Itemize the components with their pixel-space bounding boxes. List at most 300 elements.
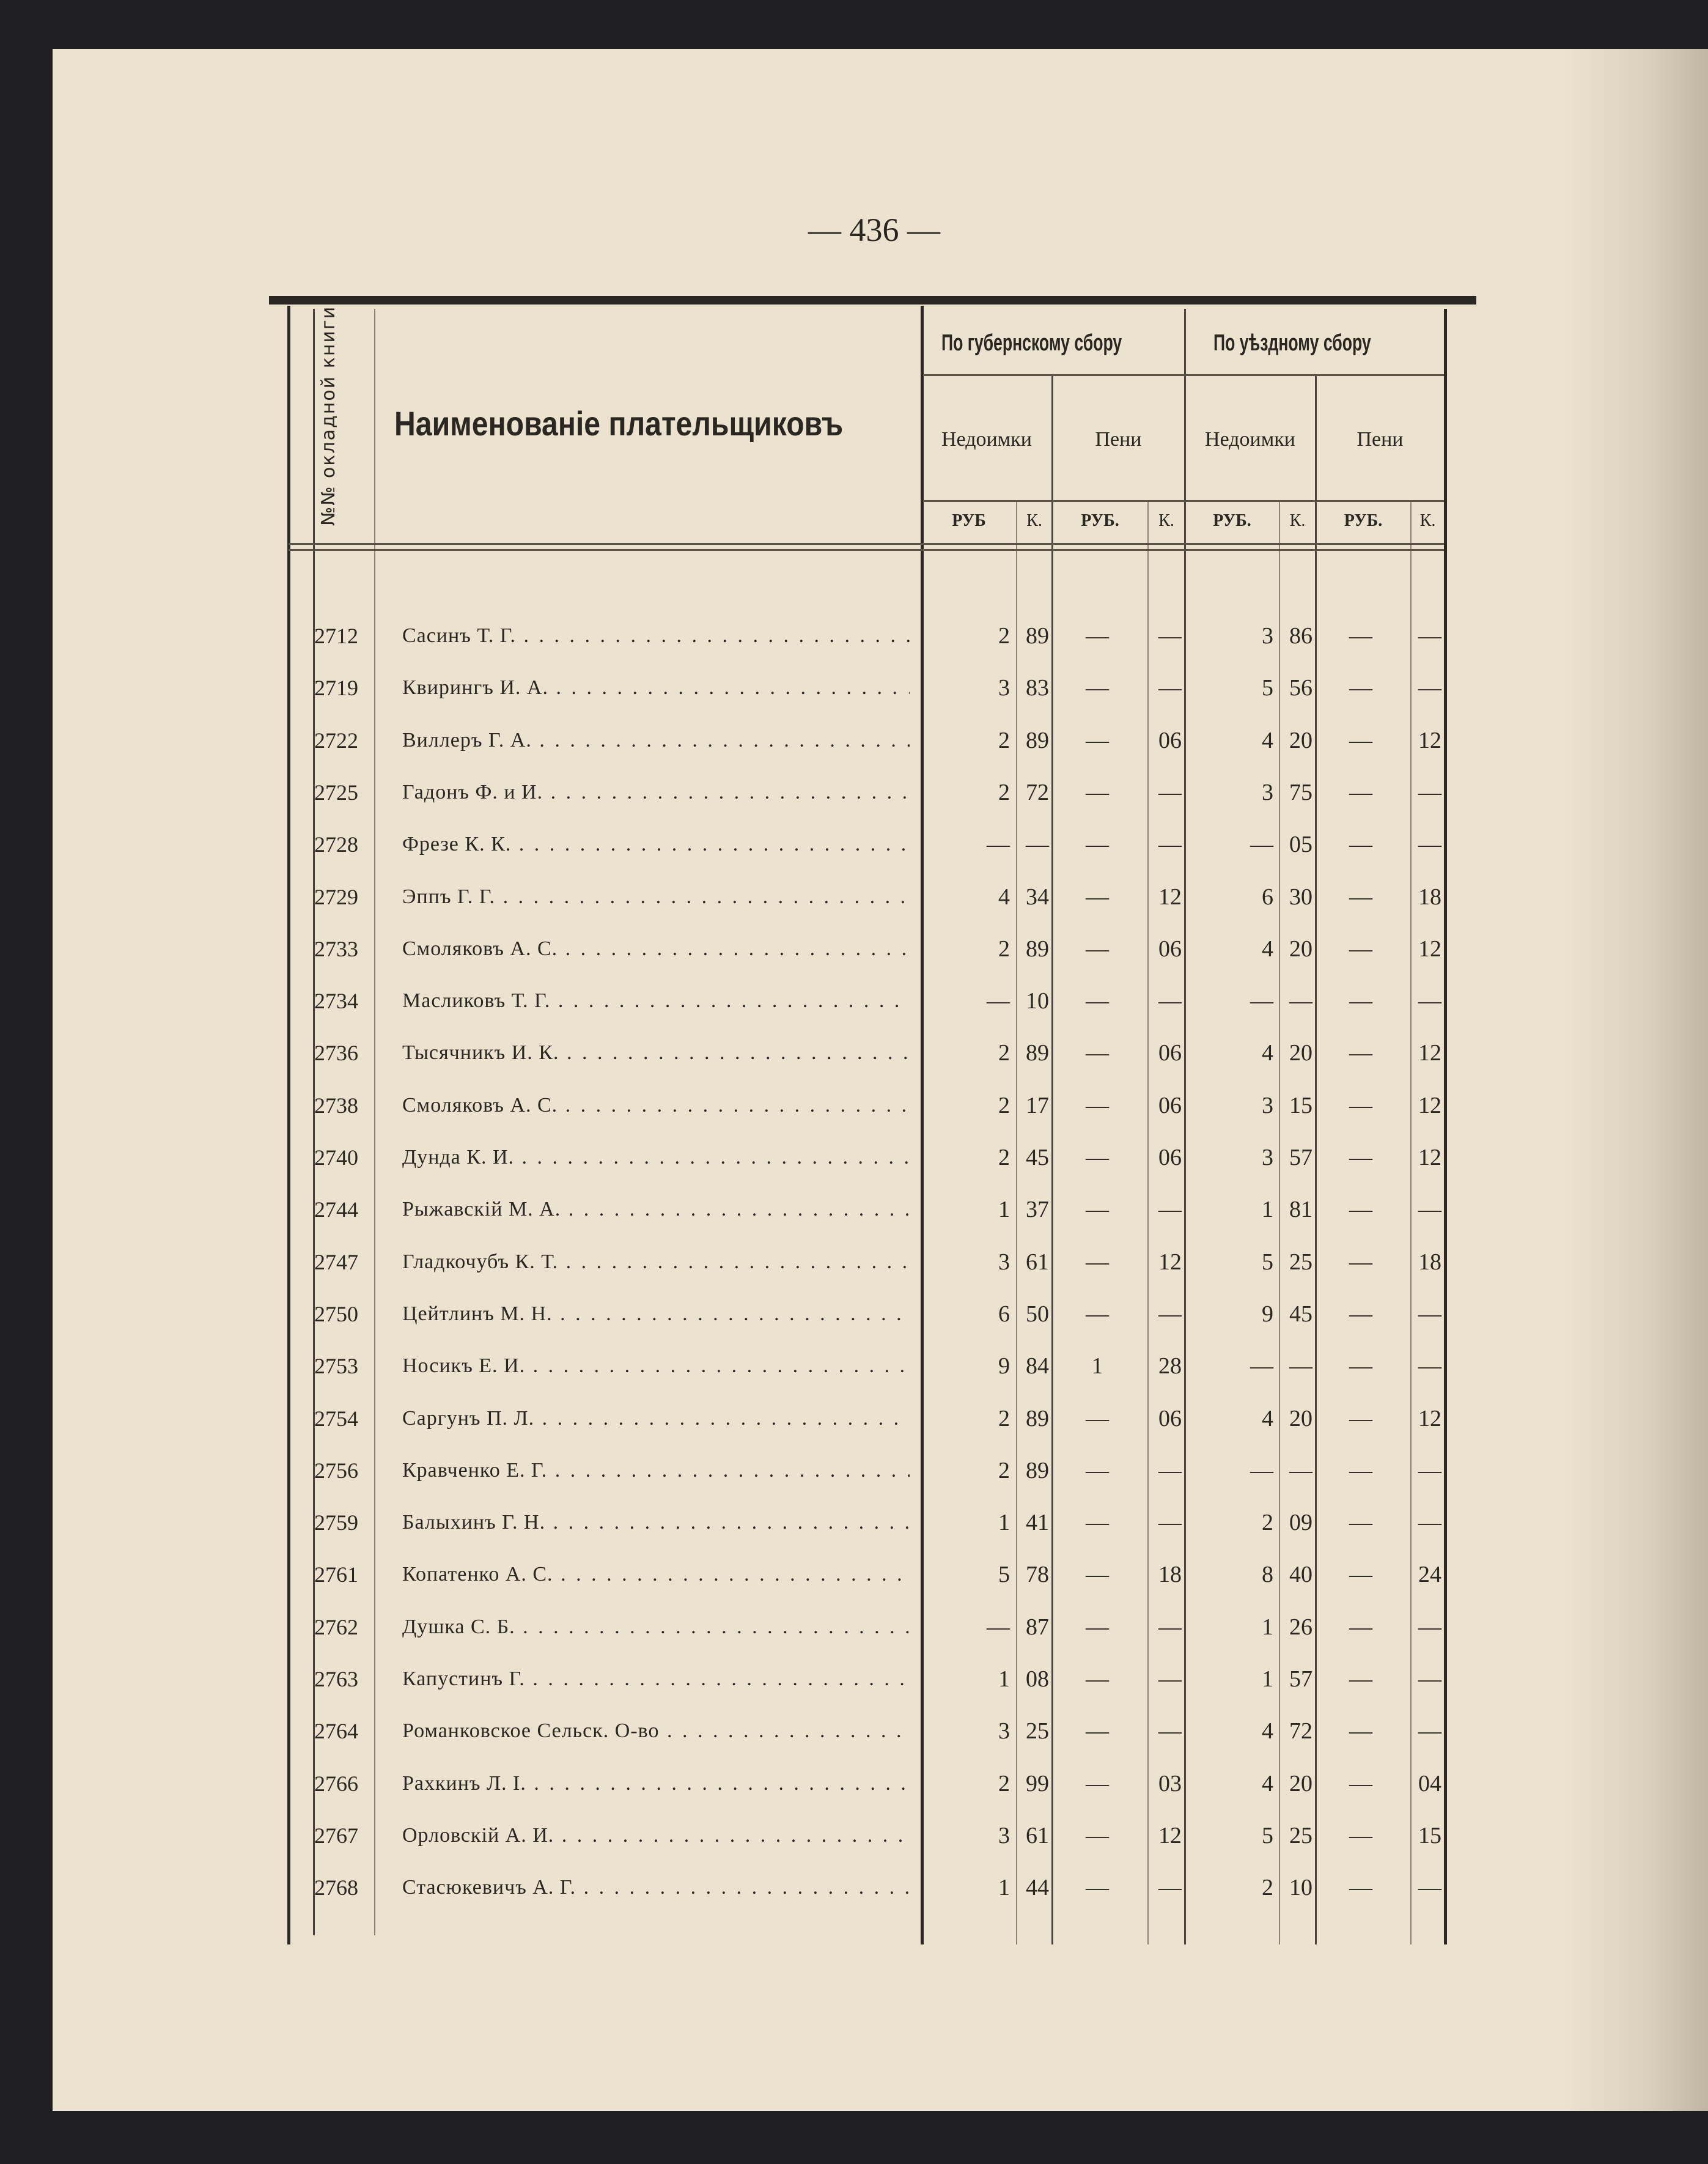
uezd-nedoimki-kop: 20	[1289, 727, 1312, 753]
book-number: 2747	[314, 1249, 358, 1274]
book-number: 2729	[314, 884, 358, 909]
gub-peni-rub: —	[1086, 988, 1109, 1014]
gub-nedoimki-kop: 25	[1026, 1718, 1049, 1745]
payer-name-text: Рахкинъ Л. І.	[402, 1771, 526, 1795]
gub-peni-rub: —	[1086, 936, 1109, 962]
uezd-nedoimki-kop: 75	[1289, 779, 1312, 805]
gub-nedoimki-rub: 1	[998, 1666, 1010, 1692]
payer-name	[402, 1661, 910, 1697]
gub-peni-kop: 06	[1158, 1040, 1182, 1066]
uezd-peni-kop: 04	[1418, 1770, 1441, 1797]
gub-peni-kop: —	[1158, 1614, 1182, 1640]
page-number: — 436 —	[808, 212, 940, 248]
gub-nedoimki-kop: 34	[1026, 884, 1049, 910]
gub-peni-kop: —	[1158, 988, 1182, 1014]
uezd-peni-kop: —	[1418, 1457, 1441, 1483]
uezd-peni-kop: 18	[1418, 1249, 1441, 1275]
gub-nedoimki-rub: 4	[998, 884, 1010, 910]
gub-nedoimki-kop: 89	[1026, 1405, 1049, 1431]
gub-nedoimki-rub: 2	[998, 936, 1010, 962]
gub-peni-rub: —	[1086, 779, 1109, 805]
gub-peni-kop: 06	[1158, 936, 1182, 962]
gub-nedoimki-kop: 17	[1026, 1092, 1049, 1118]
book-number: 2763	[314, 1667, 358, 1691]
uezd-peni-rub: —	[1349, 1614, 1372, 1640]
gub-ned-rub-header: РУБ	[952, 511, 986, 530]
uezd-peni-kop: —	[1418, 1666, 1441, 1692]
col-divider	[921, 306, 924, 1944]
gub-nedoimki-rub: 1	[998, 1510, 1010, 1536]
payer-name-text: Смоляковъ А. С.	[402, 1093, 558, 1117]
uezd-peni-kop: 15	[1418, 1822, 1441, 1848]
payer-name	[402, 722, 910, 759]
payer-name	[402, 1765, 910, 1802]
uezd-ned-kop-header: К.	[1289, 511, 1306, 530]
gub-nedoimki-kop: —	[1026, 832, 1049, 858]
gub-nedoimki-kop: 37	[1026, 1197, 1049, 1223]
book-number: 2756	[314, 1458, 358, 1483]
uezd-nedoimki-kop: 10	[1289, 1875, 1312, 1901]
uezd-peni-rub: —	[1349, 1875, 1372, 1901]
uezd-pen-rub-header: РУБ.	[1344, 511, 1383, 530]
uezd-nedoimki-rub: 3	[1262, 623, 1273, 649]
gub-nedoimki-rub: 6	[998, 1301, 1010, 1327]
book-number: 2722	[314, 728, 358, 753]
book-number: 2719	[314, 676, 358, 701]
uezd-nedoimki-kop: —	[1289, 1353, 1312, 1379]
gub-peni-rub: 1	[1091, 1353, 1103, 1379]
uezd-nedoimki-rub: 2	[1262, 1510, 1273, 1536]
gub-nedoimki-kop: 89	[1026, 727, 1049, 753]
uezd-nedoimki-kop: 05	[1289, 832, 1312, 858]
gub-nedoimki-rub: —	[987, 1614, 1010, 1640]
gub-nedoimki-rub: 2	[998, 1405, 1010, 1431]
payer-name-text: Романковское Сельск. О-во	[402, 1719, 660, 1743]
payer-name	[402, 1556, 910, 1593]
book-number: 2764	[314, 1719, 358, 1744]
uezd-peni-rub: —	[1349, 1353, 1372, 1379]
gub-peni-rub: —	[1086, 1301, 1109, 1327]
uezd-nedoimki-kop: 57	[1289, 1666, 1312, 1692]
gub-peni-kop: 06	[1158, 1092, 1182, 1118]
book-number: 2761	[314, 1562, 358, 1587]
gub-peni-kop: —	[1158, 1666, 1182, 1692]
uezd-nedoimki-rub: 3	[1262, 1145, 1273, 1170]
payer-name-text: Виллеръ Г. А.	[402, 728, 532, 751]
uezd-peni-header: Пени	[1356, 428, 1404, 451]
gub-pen-kop-header: К.	[1158, 511, 1174, 530]
payer-name	[402, 931, 910, 967]
uezd-peni-kop: 12	[1418, 1405, 1441, 1431]
uezd-peni-rub: —	[1349, 1040, 1372, 1066]
uezd-nedoimki-header: Недоимки	[1205, 428, 1295, 451]
uezd-nedoimki-kop: 57	[1289, 1145, 1312, 1170]
payer-name-text: Стасюкевичъ А. Г.	[402, 1876, 576, 1899]
gub-peni-kop: 06	[1158, 1405, 1182, 1431]
uezd-peni-rub: —	[1349, 675, 1372, 701]
uezd-nedoimki-rub: 6	[1262, 884, 1273, 910]
uezd-peni-kop: —	[1418, 779, 1441, 805]
uezd-peni-kop: —	[1418, 623, 1441, 649]
gub-nedoimki-kop: 99	[1026, 1770, 1049, 1797]
gub-nedoimki-kop: 44	[1026, 1875, 1049, 1901]
gub-peni-rub: —	[1086, 1510, 1109, 1536]
uezd-nedoimki-rub: 5	[1262, 1822, 1273, 1848]
gub-peni-kop: —	[1158, 1510, 1182, 1536]
payer-name-text: Носикъ Е. И.	[402, 1354, 526, 1378]
uezd-peni-kop: —	[1418, 1197, 1441, 1223]
uezd-nedoimki-kop: 56	[1289, 675, 1312, 701]
uezd-peni-rub: —	[1349, 832, 1372, 858]
uezd-nedoimki-rub: —	[1250, 1457, 1273, 1483]
payer-name-text: Цейтлинъ М. Н.	[402, 1302, 553, 1325]
gub-peni-rub: —	[1086, 675, 1109, 701]
gub-peni-rub: —	[1086, 1562, 1109, 1588]
gub-peni-rub: —	[1086, 727, 1109, 753]
uezd-peni-kop: 12	[1418, 727, 1441, 753]
uezd-nedoimki-rub: 4	[1262, 936, 1273, 962]
uezd-ned-rub-header: РУБ.	[1213, 511, 1251, 530]
gub-nedoimki-kop: 50	[1026, 1301, 1049, 1327]
gub-nedoimki-rub: 2	[998, 1145, 1010, 1170]
gub-nedoimki-kop: 89	[1026, 936, 1049, 962]
book-number: 2762	[314, 1614, 358, 1639]
uezd-nedoimki-rub: 4	[1262, 1770, 1273, 1797]
uezd-nedoimki-rub: —	[1250, 832, 1273, 858]
payer-name	[402, 670, 910, 706]
book-number: 2712	[314, 624, 358, 648]
gub-nedoimki-kop: 87	[1026, 1614, 1049, 1640]
book-number: 2733	[314, 936, 358, 961]
uezd-peni-rub: —	[1349, 1145, 1372, 1170]
uezd-peni-rub: —	[1349, 1718, 1372, 1745]
gub-peni-kop: 12	[1158, 1822, 1182, 1848]
payer-name	[402, 774, 910, 811]
payer-name-text: Смоляковъ А. С.	[402, 937, 558, 960]
uezd-nedoimki-rub: 3	[1262, 1092, 1273, 1118]
uezd-peni-rub: —	[1349, 1770, 1372, 1797]
uezd-peni-kop: —	[1418, 1353, 1441, 1379]
payer-name	[402, 1348, 910, 1384]
uezd-nedoimki-kop: 26	[1289, 1614, 1312, 1640]
table-left-border	[287, 306, 290, 1944]
gub-nedoimki-rub: 2	[998, 1770, 1010, 1797]
uezd-peni-rub: —	[1349, 988, 1372, 1014]
uezd-nedoimki-kop: 30	[1289, 884, 1312, 910]
gub-nedoimki-rub: —	[987, 988, 1010, 1014]
book-number: 2736	[314, 1041, 358, 1066]
gub-peni-kop: —	[1158, 675, 1182, 701]
gub-nedoimki-kop: 89	[1026, 1040, 1049, 1066]
uezd-peni-rub: —	[1349, 623, 1372, 649]
payer-name	[402, 879, 910, 915]
gub-nedoimki-kop: 72	[1026, 779, 1049, 805]
uezd-nedoimki-kop: 40	[1289, 1562, 1312, 1588]
uezd-peni-rub: —	[1349, 1197, 1372, 1223]
gub-nedoimki-kop: 84	[1026, 1353, 1049, 1379]
uezd-peni-kop: 12	[1418, 1040, 1441, 1066]
header-bottom-rule	[289, 543, 1444, 545]
gub-peni-rub: —	[1086, 1197, 1109, 1223]
gub-nedoimki-kop: 89	[1026, 1457, 1049, 1483]
payer-name-text: Эппъ Г. Г.	[402, 885, 496, 908]
payer-name	[402, 1400, 910, 1437]
payer-name-text: Сасинъ Т. Г.	[402, 624, 517, 647]
gub-nedoimki-kop: 10	[1026, 988, 1049, 1014]
payer-name-text: Орловскій А. И.	[402, 1823, 554, 1847]
gub-peni-kop: 03	[1158, 1770, 1182, 1797]
book-number: 2725	[314, 780, 358, 805]
uezd-nedoimki-rub: 4	[1262, 1718, 1273, 1745]
book-number: 2728	[314, 832, 358, 857]
book-number: 2759	[314, 1510, 358, 1535]
gub-nedoimki-rub: 2	[998, 623, 1010, 649]
gub-peni-rub: —	[1086, 1249, 1109, 1275]
col-divider	[1184, 309, 1186, 1944]
gub-peni-rub: —	[1086, 884, 1109, 910]
uezd-nedoimki-rub: 4	[1262, 727, 1273, 753]
uezd-peni-rub: —	[1349, 1405, 1372, 1431]
gub-peni-kop: —	[1158, 779, 1182, 805]
gub-nedoimki-rub: 9	[998, 1353, 1010, 1379]
uezd-peni-kop: —	[1418, 1718, 1441, 1745]
uezd-nedoimki-kop: 81	[1289, 1197, 1312, 1223]
uezd-nedoimki-kop: 72	[1289, 1718, 1312, 1745]
page-spine-shadow	[1565, 49, 1708, 2111]
uezd-peni-rub: —	[1349, 1249, 1372, 1275]
gub-nedoimki-rub: 2	[998, 1092, 1010, 1118]
payer-name	[402, 826, 910, 863]
gub-nedoimki-rub: 5	[998, 1562, 1010, 1588]
gub-nedoimki-rub: 1	[998, 1875, 1010, 1901]
gub-peni-rub: —	[1086, 832, 1109, 858]
gub-peni-header: Пени	[1095, 428, 1142, 451]
uezd-peni-kop: 12	[1418, 1092, 1441, 1118]
gub-peni-kop: —	[1158, 832, 1182, 858]
gub-group-header: По губернскому сбору	[941, 330, 1122, 356]
payer-name-text: Тысячникъ И. К.	[402, 1041, 559, 1065]
gub-peni-kop: —	[1158, 623, 1182, 649]
uezd-peni-rub: —	[1349, 1510, 1372, 1536]
gub-nedoimki-rub: —	[987, 832, 1010, 858]
top-rule	[269, 296, 1476, 305]
uezd-peni-rub: —	[1349, 1457, 1372, 1483]
col-divider	[374, 309, 375, 1935]
uezd-nedoimki-rub: —	[1250, 988, 1273, 1014]
payer-name-text: Гадонъ Ф. и И.	[402, 780, 543, 803]
uezd-nedoimki-rub: 3	[1262, 779, 1273, 805]
gub-nedoimki-rub: 2	[998, 727, 1010, 753]
uezd-peni-rub: —	[1349, 884, 1372, 910]
uezd-nedoimki-kop: 20	[1289, 1040, 1312, 1066]
gub-peni-kop: —	[1158, 1301, 1182, 1327]
payer-name	[402, 1035, 910, 1071]
uezd-nedoimki-kop: 15	[1289, 1092, 1312, 1118]
gub-nedoimki-rub: 3	[998, 1822, 1010, 1848]
book-number: 2768	[314, 1875, 358, 1900]
uezd-peni-kop: 12	[1418, 936, 1441, 962]
gub-nedoimki-kop: 61	[1026, 1822, 1049, 1848]
gub-nedoimki-rub: 2	[998, 779, 1010, 805]
uezd-peni-kop: —	[1418, 832, 1441, 858]
gub-nedoimki-kop: 89	[1026, 623, 1049, 649]
uezd-nedoimki-kop: 45	[1289, 1301, 1312, 1327]
payer-name	[402, 1869, 910, 1906]
uezd-peni-kop: 12	[1418, 1145, 1441, 1170]
header-bottom-rule	[289, 549, 1444, 551]
uezd-nedoimki-rub: 4	[1262, 1040, 1273, 1066]
gub-peni-rub: —	[1086, 623, 1109, 649]
gub-nedoimki-kop: 08	[1026, 1666, 1049, 1692]
gub-peni-rub: —	[1086, 1718, 1109, 1745]
payer-name	[402, 1191, 910, 1228]
book-number: 2766	[314, 1771, 358, 1796]
payer-name	[402, 1504, 910, 1541]
uezd-peni-rub: —	[1349, 1822, 1372, 1848]
uezd-peni-rub: —	[1349, 727, 1372, 753]
payer-name	[402, 1713, 910, 1749]
book-number: 2734	[314, 989, 358, 1014]
gub-peni-rub: —	[1086, 1040, 1109, 1066]
book-number: 2738	[314, 1093, 358, 1118]
gub-ned-kop-header: К.	[1026, 511, 1042, 530]
payer-name-text: Фрезе К. К.	[402, 833, 512, 856]
payer-name-text: Квирингъ И. А.	[402, 676, 548, 700]
gub-pen-rub-header: РУБ.	[1081, 511, 1119, 530]
header-rule	[923, 500, 1444, 502]
uezd-peni-kop: 24	[1418, 1562, 1441, 1588]
payer-name-text: Дунда К. И.	[402, 1146, 515, 1169]
gub-nedoimki-kop: 41	[1026, 1510, 1049, 1536]
uezd-peni-kop: —	[1418, 1875, 1441, 1901]
gub-peni-kop: 18	[1158, 1562, 1182, 1588]
gub-nedoimki-kop: 83	[1026, 675, 1049, 701]
payer-name-text: Саргунъ П. Л.	[402, 1406, 535, 1430]
gub-nedoimki-rub: 3	[998, 1718, 1010, 1745]
gub-peni-kop: —	[1158, 1197, 1182, 1223]
gub-peni-kop: —	[1158, 1718, 1182, 1745]
payer-name-text: Душка С. Б.	[402, 1615, 515, 1638]
payer-name-text: Гладкочубъ К. Т.	[402, 1250, 559, 1273]
gub-nedoimki-rub: 3	[998, 1249, 1010, 1275]
uezd-nedoimki-kop: —	[1289, 988, 1312, 1014]
book-number: 2744	[314, 1197, 358, 1222]
gub-peni-kop: —	[1158, 1457, 1182, 1483]
payer-name-header: Наименованіе плательщиковъ	[394, 404, 844, 443]
uezd-nedoimki-kop: —	[1289, 1457, 1312, 1483]
gub-peni-kop: 06	[1158, 1145, 1182, 1170]
gub-peni-rub: —	[1086, 1405, 1109, 1431]
uezd-peni-rub: —	[1349, 1092, 1372, 1118]
gub-peni-rub: —	[1086, 1145, 1109, 1170]
gub-nedoimki-rub: 2	[998, 1040, 1010, 1066]
payer-name	[402, 618, 910, 654]
gub-nedoimki-header: Недоимки	[941, 428, 1032, 451]
gub-nedoimki-rub: 2	[998, 1457, 1010, 1483]
payer-name-text: Масликовъ Т. Г.	[402, 989, 551, 1013]
gub-peni-rub: —	[1086, 1457, 1109, 1483]
gub-nedoimki-kop: 78	[1026, 1562, 1049, 1588]
uezd-peni-kop: —	[1418, 675, 1441, 701]
uezd-nedoimki-kop: 86	[1289, 623, 1312, 649]
payer-name	[402, 1609, 910, 1645]
uezd-peni-rub: —	[1349, 1666, 1372, 1692]
uezd-peni-rub: —	[1349, 1562, 1372, 1588]
gub-nedoimki-rub: 3	[998, 675, 1010, 701]
book-number: 2753	[314, 1354, 358, 1379]
payer-name	[402, 1452, 910, 1489]
header-rule	[923, 374, 1444, 376]
gub-nedoimki-kop: 45	[1026, 1145, 1049, 1170]
uezd-nedoimki-rub: 1	[1262, 1614, 1273, 1640]
payer-name	[402, 1817, 910, 1854]
gub-peni-rub: —	[1086, 1614, 1109, 1640]
payer-name	[402, 1244, 910, 1280]
book-number-header: №№ окладной книги	[318, 305, 339, 526]
gub-peni-rub: —	[1086, 1822, 1109, 1848]
uezd-pen-kop-header: К.	[1419, 511, 1436, 530]
book-number: 2740	[314, 1145, 358, 1170]
uezd-nedoimki-rub: 1	[1262, 1666, 1273, 1692]
gub-peni-kop: 12	[1158, 884, 1182, 910]
gub-peni-rub: —	[1086, 1875, 1109, 1901]
uezd-group-header: По уѣздному сбору	[1213, 330, 1371, 356]
uezd-nedoimki-rub: 2	[1262, 1875, 1273, 1901]
gub-peni-rub: —	[1086, 1666, 1109, 1692]
uezd-nedoimki-rub: 5	[1262, 675, 1273, 701]
gub-peni-rub: —	[1086, 1770, 1109, 1797]
uezd-nedoimki-kop: 25	[1289, 1249, 1312, 1275]
uezd-nedoimki-rub: 5	[1262, 1249, 1273, 1275]
gub-peni-kop: —	[1158, 1875, 1182, 1901]
uezd-nedoimki-kop: 20	[1289, 1770, 1312, 1797]
gub-peni-kop: 12	[1158, 1249, 1182, 1275]
payer-name	[402, 1296, 910, 1332]
uezd-nedoimki-kop: 09	[1289, 1510, 1312, 1536]
uezd-nedoimki-kop: 25	[1289, 1822, 1312, 1848]
uezd-nedoimki-rub: 9	[1262, 1301, 1273, 1327]
uezd-nedoimki-rub: 1	[1262, 1197, 1273, 1223]
uezd-peni-kop: 18	[1418, 884, 1441, 910]
gub-peni-kop: 28	[1158, 1353, 1182, 1379]
uezd-peni-kop: —	[1418, 1614, 1441, 1640]
payer-name	[402, 1139, 910, 1176]
payer-name-text: Балыхинъ Г. Н.	[402, 1511, 546, 1534]
gub-peni-kop: 06	[1158, 727, 1182, 753]
gub-nedoimki-kop: 61	[1026, 1249, 1049, 1275]
payer-name	[402, 1087, 910, 1124]
uezd-nedoimki-kop: 20	[1289, 936, 1312, 962]
uezd-peni-kop: —	[1418, 1510, 1441, 1536]
table-right-border	[1444, 309, 1447, 1944]
payer-name-text: Капустинъ Г.	[402, 1667, 525, 1690]
gub-peni-rub: —	[1086, 1092, 1109, 1118]
payer-name-text: Рыжавскій М. А.	[402, 1198, 561, 1221]
uezd-nedoimki-rub: 4	[1262, 1405, 1273, 1431]
book-number: 2754	[314, 1406, 358, 1431]
payer-name-text: Кравченко Е. Г.	[402, 1458, 548, 1482]
uezd-peni-kop: —	[1418, 1301, 1441, 1327]
uezd-peni-kop: —	[1418, 988, 1441, 1014]
uezd-peni-rub: —	[1349, 779, 1372, 805]
uezd-peni-rub: —	[1349, 936, 1372, 962]
payer-name	[402, 983, 910, 1019]
book-number: 2750	[314, 1301, 358, 1326]
payer-name-text: Копатенко А. С.	[402, 1563, 553, 1586]
uezd-nedoimki-rub: —	[1250, 1353, 1273, 1379]
uezd-nedoimki-rub: 8	[1262, 1562, 1273, 1588]
uezd-peni-rub: —	[1349, 1301, 1372, 1327]
